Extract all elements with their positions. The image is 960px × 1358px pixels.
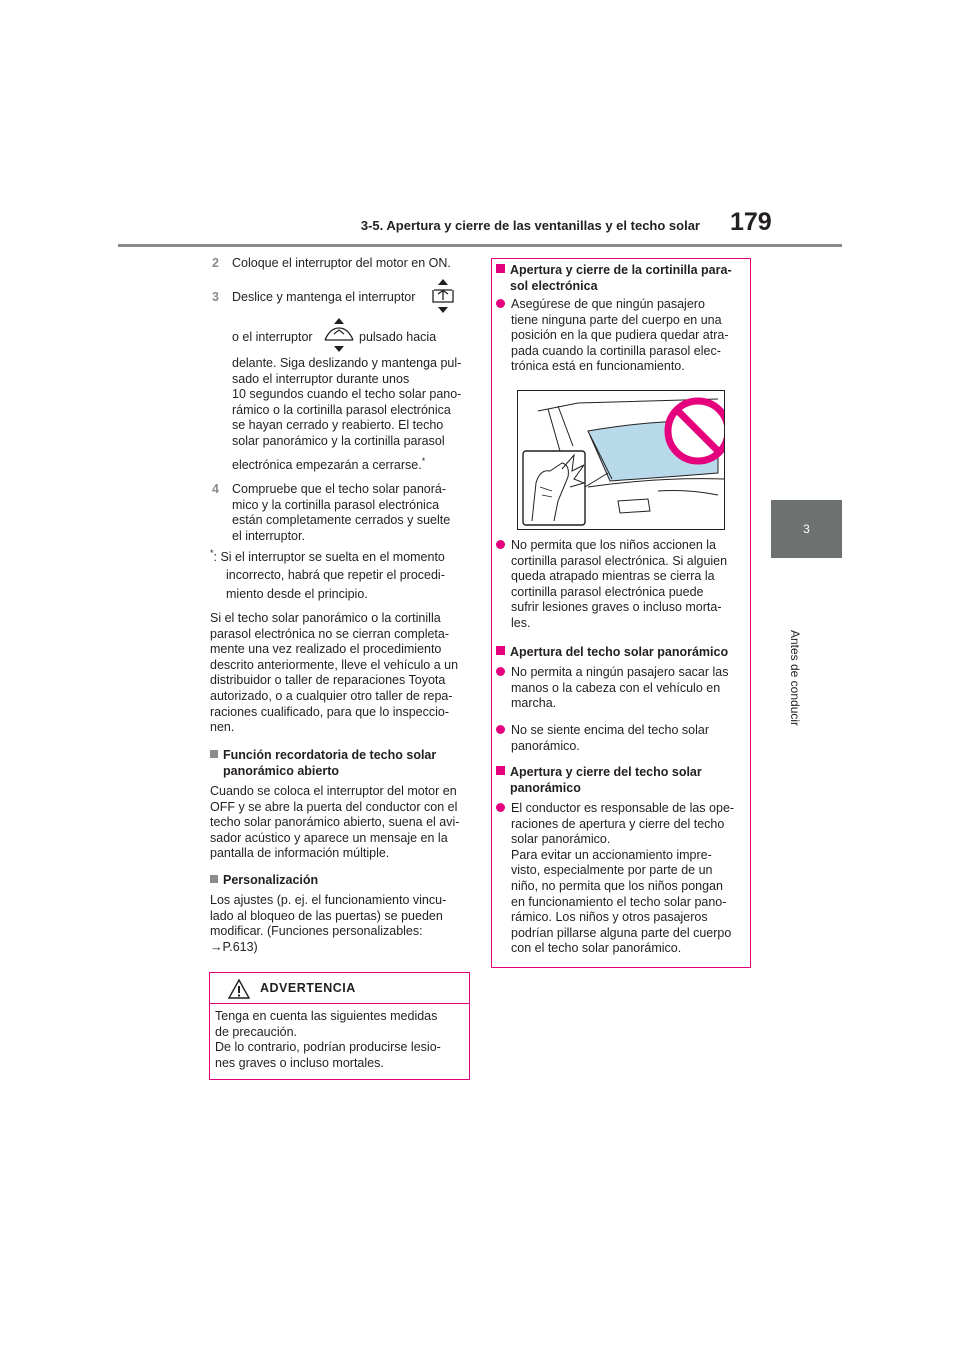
round-bullet-icon [496,667,505,676]
text-line [496,765,744,781]
text-line: tiene ninguna parte del cuerpo en una [511,312,722,327]
text-line: en funcionamiento el techo solar pano- [511,894,727,909]
text-line: de precaución. [215,1024,298,1039]
text-line: cortinilla parasol electrónica. Si alguien [511,553,728,568]
bullet-roof-1 [496,665,744,712]
footnote-mark: * [210,548,214,558]
text-line: se hayan cerrado y reabierto. El techo [232,418,444,433]
paragraph-reminder [210,784,472,862]
text-run: : Si el interruptor se suelta en el momento [213,550,445,565]
chapter-tab [771,500,842,558]
text-line: parasol electrónica no se cierran completa- [210,626,450,641]
text-run: Personalización [223,873,319,887]
chapter-number: 3 [803,522,810,536]
text-run: Asegúrese de que ningún pasajero [511,297,705,311]
round-bullet-icon [496,803,505,812]
footnote-mark: * [421,455,426,466]
step-3-second-line-end: pulsado hacia [359,330,437,344]
step-number: 2 [212,256,219,270]
text-line: rámico. Los niños y otros pasajeros [511,910,708,925]
text-line: descrito anteriormente, lleve el vehículo a un [210,657,459,672]
roof-slide-switch-icon [429,279,457,313]
text-line: nes graves o incluso mortales. [215,1055,384,1070]
text-line: están completamente cerrados y suelte [232,513,451,528]
text-line: cortinilla parasol electrónica puede [511,584,704,599]
text-line: lado al bloqueo de las puertas) se pueden [210,908,443,923]
text-line: raciones de apertura y cierre del techo [511,816,725,831]
text-line [496,297,744,313]
text-line: raciones cualificado, para que lo inspeccio- [210,704,450,719]
warning-title: ADVERTENCIA [260,981,356,995]
warning-box [209,972,470,1080]
text-line: 10 segundos cuando el techo solar pano- [232,387,462,402]
running-header-title: 3-5. Apertura y cierre de las ventanillas y el techo solar [360,218,700,233]
text-run: No permita que los niños accionen la [511,538,716,552]
text-run: El conductor es responsable de las ope- [511,801,735,815]
round-bullet-icon [496,725,505,734]
step-3-body [232,356,468,473]
text-line [210,546,468,566]
heading-shade [496,263,744,294]
text-line: De lo contrario, podrían producirse lesio- [215,1040,441,1055]
text-line: rámico o la cortinilla parasol electrónica [232,402,451,417]
text-line [496,801,744,817]
chapter-label: Antes de conducir [788,629,802,727]
warning-triangle-icon [228,979,250,999]
text-line: mico y la cortinilla parasol electrónica [232,497,440,512]
text-line: panorámico [510,780,581,795]
bullet-shade-2 [496,538,744,632]
text-line [210,748,472,764]
text-line [232,454,468,474]
text-line: OFF y se abre la puerta del conductor con el [210,799,458,814]
text-line: podrían pillarse alguna parte del cuerpo [511,925,732,940]
square-bullet-icon [210,750,218,758]
page-number: 179 [730,208,772,236]
text-line: solar panorámico. [511,832,611,847]
square-bullet-icon [210,875,218,883]
step-3-second-line [232,330,313,346]
section-heading-personalization [210,873,318,889]
text-line: delante. Siga deslizando y mantenga pul- [232,356,462,370]
text-run: Apertura y cierre de la cortinilla para- [510,263,732,277]
heading-open-roof [496,645,744,661]
header-rule [118,244,842,247]
text-run: Apertura del techo solar panorámico [510,645,729,659]
square-bullet-icon [496,646,505,655]
step-number: 3 [212,290,219,304]
text-line: distribuidor o taller de reparaciones Toyota [210,673,446,688]
text-run: No permita a ningún pasajero sacar las [511,665,729,679]
text-line: Tenga en cuenta las siguientes medidas [215,1009,438,1023]
text-line: Compruebe que el techo solar panorá- [232,482,447,496]
text-line: panorámico. [511,738,580,753]
text-line: techo solar panorámico abierto, suena el avi- [210,815,460,830]
text-line [496,723,744,739]
text-line: miento desde el principio. [226,587,368,602]
text-line: posición en la que pudiera quedar atra- [511,328,729,343]
text-run: Función recordatoria de techo solar [223,748,437,762]
text-line: sol electrónica [510,278,598,293]
text-line: el interruptor. [232,528,305,543]
text-line: Los ajustes (p. ej. el funcionamiento vincu- [210,893,447,907]
warning-body [215,1009,460,1071]
text-run: Apertura y cierre del techo solar [510,765,702,779]
text-line: Para evitar un accionamiento impre- [511,847,712,862]
square-bullet-icon [496,264,505,273]
text-line: sado el interruptor durante unos [232,371,410,386]
step-4 [212,482,451,543]
paragraph-personalization [210,893,472,955]
text-line: manos o la cabeza con el vehículo en [511,680,721,695]
bullet-shade-1 [496,297,744,375]
text-line: niño, no permita que los niños pongan [511,878,723,893]
heading-open-close-roof [496,765,744,796]
text-run: electrónica empezarán a cerrarse. [232,457,422,472]
text-line: mente una vez realizado el procedimiento [210,642,442,657]
text-line: panorámico abierto [223,763,339,778]
text-line: nen. [210,720,235,735]
round-bullet-icon [496,299,505,308]
text-line: les. [511,615,531,630]
text-line: pantalla de información múltiple. [210,846,390,861]
text-line: pada cuando la cortinilla parasol elec- [511,343,721,358]
text-line: Si el techo solar panorámico o la cortinilla [210,611,441,625]
text-line [496,665,744,681]
text-line: sador acústico y aparece un mensaje en la [210,830,448,845]
text-line: sufrir lesiones graves o incluso morta- [511,600,722,615]
step-text: o el interruptor [232,330,313,344]
text-line: trónica está en funcionamiento. [511,359,685,374]
text-line: incorrecto, habrá que repetir el procedi- [226,567,445,582]
step-text: Deslice y mantenga el interruptor [232,290,416,304]
text-line: Cuando se coloca el interruptor del motor en [210,784,457,798]
section-heading-reminder [210,748,472,779]
warning-header [210,973,469,1004]
text-line: queda atrapado mientras se cierra la [511,569,715,584]
footnote [210,546,468,605]
bullet-roof-3 [496,801,744,957]
step-number: 4 [212,482,219,496]
paragraph-inspection [210,611,472,736]
text-line [496,538,744,554]
text-line: solar panorámico y la cortinilla parasol [232,433,445,448]
roof-tilt-switch-icon [322,318,356,352]
page-reference-link[interactable]: →P.613) [210,939,258,954]
text-line: marcha. [511,696,557,711]
step-2 [212,256,451,272]
text-line: autorizado, o a cualquier otro taller de repa- [210,688,453,703]
text-line [496,263,744,279]
hand-caught-in-shade-illustration [517,390,725,530]
text-run: No se siente encima del techo solar [511,723,710,737]
square-bullet-icon [496,766,505,775]
text-line: visto, especialmente por parte de un [511,863,713,878]
round-bullet-icon [496,540,505,549]
step-text: Coloque el interruptor del motor en ON. [232,256,451,270]
step-text [232,482,468,544]
text-line: modificar. (Funciones personalizables: [210,924,423,939]
text-line: con el techo solar panorámico. [511,941,682,956]
bullet-roof-2 [496,723,744,754]
step-3-first-line [212,290,416,306]
